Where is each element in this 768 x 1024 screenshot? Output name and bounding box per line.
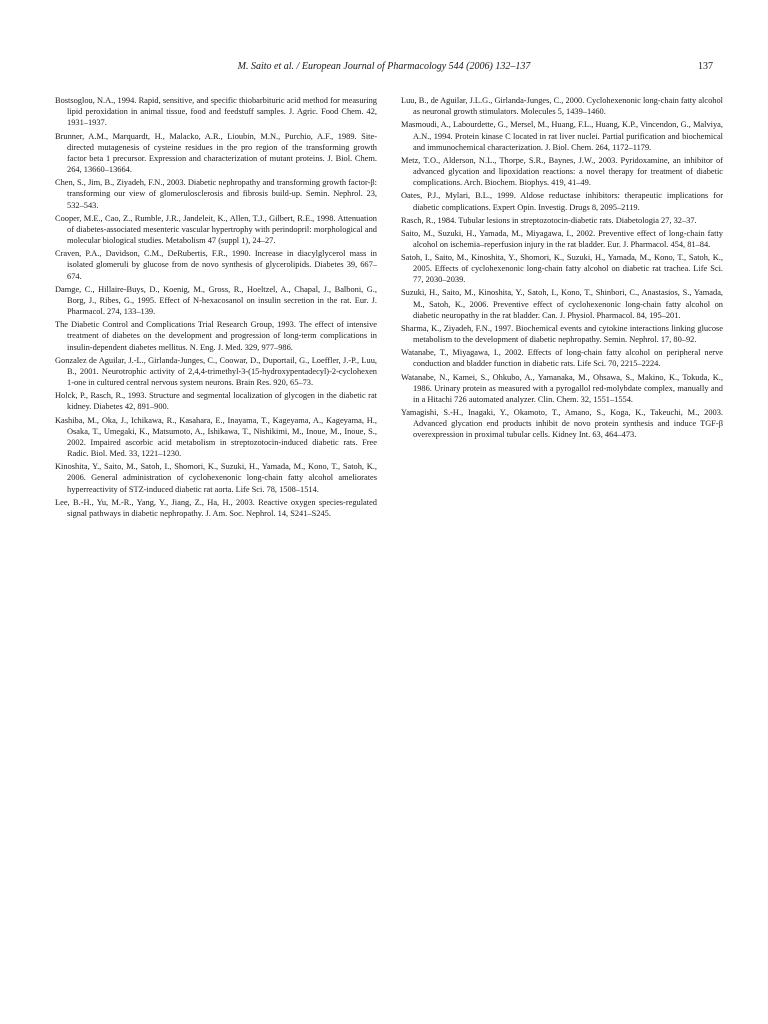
page-number: 137 <box>698 61 713 72</box>
reference-item: Watanabe, N., Kamei, S., Ohkubo, A., Yamanaka, M., Ohsawa, S., Makino, K., Tokuda, K., 1986. Urinary protein as measured with a pyrogallol red-molybdate complex, manually and in a Hitachi 726 automated analyzer. Clin. Chem. 32, 1551–1554. <box>401 372 723 404</box>
references-left-column <box>55 95 377 521</box>
reference-item: Holck, P., Rasch, R., 1993. Structure and segmental localization of glycogen in the diabetic rat kidney. Diabetes 42, 891–900. <box>55 391 377 412</box>
reference-item: Satoh, I., Saito, M., Kinoshita, Y., Shomori, K., Suzuki, H., Yamada, M., Kono, T., Satoh, K., 2005. Effects of cyclohexenonic long-chain fatty alcohol on diabetic rat trachea. Life Sci. 77, 2030–2039. <box>401 252 723 285</box>
reference-item: Watanabe, T., Miyagawa, I., 2002. Effects of long-chain fatty alcohol on peripheral nerve conduction and bladder function in diabetic rats. Life Sci. 70, 2215–2224. <box>401 348 723 369</box>
references-right-column <box>401 95 723 443</box>
reference-item: Suzuki, H., Saito, M., Kinoshita, Y., Satoh, I., Kono, T., Shinbori, C., Anastasios, S., Yamada, M., Satoh, K., 2006. Preventive effect of cyclohexenonic long-chain fatty alcohol on diabetic neuropathy in the rat bladder. Can. J. Physiol. Pharmacol. 84, 195–201. <box>401 288 723 320</box>
reference-item: Chen, S., Jim, B., Ziyadeh, F.N., 2003. Diabetic nephropathy and transforming growth factor-β: transforming our view of glomerulosclerosis and fibrosis build-up. Semin. Nephrol. 23, 532–543. <box>55 178 377 210</box>
reference-item: Luu, B., de Aguilar, J.L.G., Girlanda-Junges, C., 2000. Cyclohexenonic long-chain fatty alcohol as neuronal growth stimulators. Molecules 5, 1439–1460. <box>401 96 723 117</box>
reference-item: Kashiba, M., Oka, J., Ichikawa, R., Kasahara, E., Inayama, T., Kageyama, A., Kageyama, H., Osaka, T., Umegaki, K., Matsumoto, A., Ishikawa, T., Nishikimi, M., Inoue, M., Inoue, S., 2002. Impaired ascorbic acid metabolism in streptozotocin-induced diabetic rats. Free Radic. Biol. Med. 33, 1221–1230. <box>55 415 377 459</box>
reference-item: Damge, C., Hillaire-Buys, D., Koenig, M., Gross, R., Hoeltzel, A., Chapal, J., Balboni, G., Borg, J., Ribes, G., 1995. Effect of N-hexacosanol on insulin secretion in the rat. Eur. J. Pharmacol. 274, 133–139. <box>55 284 377 317</box>
reference-item: Sharma, K., Ziyadeh, F.N., 1997. Biochemical events and cytokine interactions linking glucose metabolism to the development of diabetic nephropathy. Semin. Nephrol. 17, 80–92. <box>401 323 723 345</box>
reference-item: Saito, M., Suzuki, H., Yamada, M., Miyagawa, I., 2002. Preventive effect of long-chain fatty alcohol on ischemia–reperfusion injury in the rat bladder. Eur. J. Pharmacol. 454, 81–84. <box>401 228 723 249</box>
reference-item: Oates, P.J., Mylari, B.L., 1999. Aldose reductase inhibitors: therapeutic implications for diabetic complications. Expert Opin. Investig. Drugs 8, 2095–2119. <box>401 191 723 212</box>
reference-item: Cooper, M.E., Cao, Z., Rumble, J.R., Jandeleit, K., Allen, T.J., Gilbert, R.E., 1998. Attenuation of diabetes-associated mesenteric vascular hypertrophy with perindopril: morphological and molecular biological studies. Metabolism 47 (suppl 1), 24–27. <box>55 213 377 246</box>
running-head <box>55 60 713 74</box>
reference-item: Brunner, A.M., Marquardt, H., Malacko, A.R., Lioubin, M.N., Purchio, A.F., 1989. Site-directed mutagenesis of cysteine residues in the pro region of the transforming growth factor beta 1 precursor. Expression and characterization of mutant proteins. J. Biol. Chem. 264, 13660–13664. <box>55 131 377 175</box>
reference-item: Masmoudi, A., Labourdette, G., Mersel, M., Huang, F.L., Huang, K.P., Vincendon, G., Malviya, A.N., 1994. Protein kinase C located in rat liver nuclei. Partial purification and biochemical and immunochemical characterization. J. Biol. Chem. 264, 1172–1179. <box>401 120 723 152</box>
reference-item: Rasch, R., 1984. Tubular lesions in streptozotocin-diabetic rats. Diabetologia 27, 32–37. <box>401 215 697 225</box>
reference-item: Metz, T.O., Alderson, N.L., Thorpe, S.R., Baynes, J.W., 2003. Pyridoxamine, an inhibitor of advanced glycation and lipoxidation reactions: a novel therapy for treatment of diabetic complications. Arch. Biochem. Biophys. 419, 41–49. <box>401 155 723 188</box>
reference-item: Lee, B.-H., Yu, M.-R., Yang, Y., Jiang, Z., Ha, H., 2003. Reactive oxygen species-regulated signal pathways in diabetic nephropathy. J. Am. Soc. Nephrol. 14, S241–S245. <box>55 497 377 518</box>
reference-item: Yamagishi, S.-H., Inagaki, Y., Okamoto, T., Amano, S., Koga, K., Takeuchi, M., 2003. Advanced glycation end products inhibit de novo protein synthesis and induce TGF-β overexpression in proximal tubular cells. Kidney Int. 63, 464–473. <box>401 408 723 440</box>
running-title: M. Saito et al. / European Journal of Pharmacology 544 (2006) 132–137 <box>237 61 531 72</box>
reference-item: Kinoshita, Y., Saito, M., Satoh, I., Shomori, K., Suzuki, H., Yamada, M., Kono, T., Satoh, K., 2006. General administration of cyclohexenonic long-chain fatty alcohol ameliorates hyperreactivity of STZ-induced diabetic rat aorta. Life Sci. 78, 1508–1514. <box>55 462 377 494</box>
reference-item: Craven, P.A., Davidson, C.M., DeRubertis, F.R., 1990. Increase in diacylglycerol mass in isolated glomeruli by glucose from de novo synthesis of glycerolipids. Diabetes 39, 667–674. <box>55 249 377 281</box>
reference-item: Gonzalez de Aguilar, J.-L., Girlanda-Junges, C., Coowar, D., Duportail, G., Loeffler, J.-P., Luu, B., 2001. Neurotrophic activity of 2,4,4-trimethyl-3-(15-hydroxypentadecyl)-2-cyclohexen 1-one in cultured central nervous system neurons. Brain Res. 920, 65–73. <box>55 355 377 388</box>
reference-item: Bostsoglou, N.A., 1994. Rapid, sensitive, and specific thiobarbituric acid method for measuring lipid peroxidation in animal tissue, food and feedstuff samples. J. Agric. Food Chem. 42, 1931–1937. <box>55 96 377 128</box>
reference-item: The Diabetic Control and Complications Trial Research Group, 1993. The effect of intensive treatment of diabetes on the development and progression of long-term complications in insulin-dependent diabetes mellitus. N. Eng. J. Med. 329, 977–986. <box>55 320 377 352</box>
